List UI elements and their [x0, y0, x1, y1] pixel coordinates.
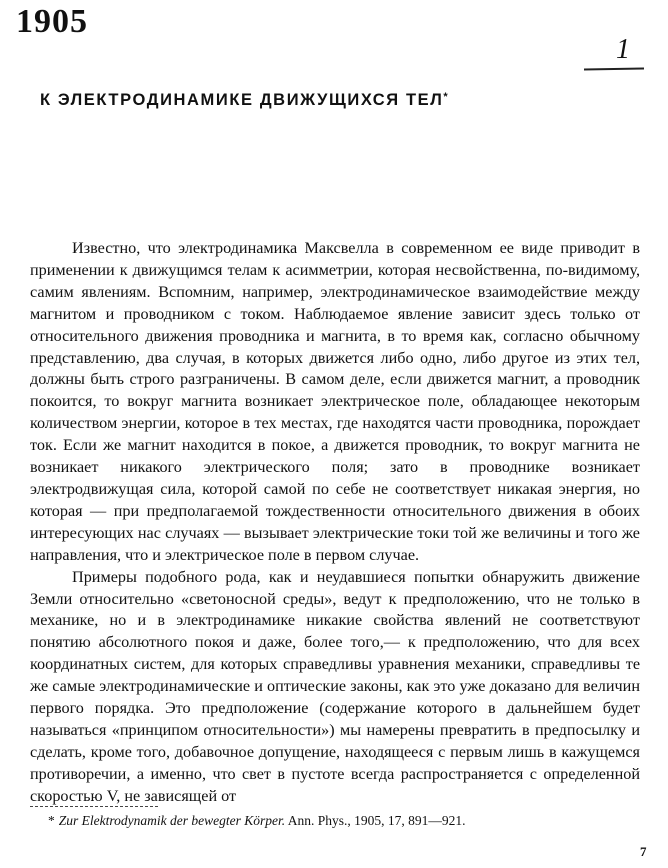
article-number-underline: [584, 67, 644, 70]
footnote-citation: Ann. Phys., 1905, 17, 891—921.: [287, 813, 466, 828]
page-number: 7: [640, 844, 647, 859]
footnote-mark: *: [48, 813, 55, 828]
article-title: [40, 86, 620, 111]
footnote: [48, 812, 628, 830]
footnote-title: Zur Elektrodynamik der bewegter Körper.: [58, 813, 286, 828]
title-footnote-mark: *: [443, 91, 450, 103]
paragraph: Примеры подобного рода, как и неудавшиеся попытки обнаружить движение Земли относительно «светоносной среды», ведут к предположению, что не только в механике, но и в электродинамике никакие свойства явлений не соответствуют понятию абсолютного покоя и даже, более того,— к предположению, что для всех координатных систем, для которых справедливы уравнения механики, справедливы те же самые электродинамические и оптические законы, как это уже доказано для величин первого порядка. Это предположение (содержание которого в дальнейшем будет называться «принципом относительности») мы намерены превратить в предпосылку и сделать, кроме того, добавочное допущение, находящееся с первым лишь в кажущемся противоречии, а именно, что свет в пустоте всегда распространяется с определенной скоростью V, не зависящей от: [30, 567, 640, 805]
paragraph: Известно, что электродинамика Максвелла в современном ее виде приводит в применении к движущимся телам к асимметрии, которая несвойственна, по-видимому, самим явлениям. Вспомним, например, электродинамическое взаимодействие между магнитом и проводником с током. Наблюдаемое явление зависит здесь только от относительного движения проводника и магнита, в то время как, согласно обычному представлению, два случая, в которых движется либо одно, либо другое из этих тел, должны быть строго разграничены. В самом деле, если движется магнит, а проводник покоится, то вокруг магнита возникает электрическое поле, обладающее некоторым количеством энергии, которое в тех местах, где находятся части проводника, порождает ток. Если же магнит находится в покое, а движется проводник, то вокруг магнита не возникает никакого электрического поля; зато в проводнике возникает электродвижущая сила, которой самой по себе не соответствует никакая энергия, но которая — при предполагаемой тождественности относительного движения в обоих интересующих нас случаях — вызывает электрические токи той же величины и того же направления, что и электрическое поле в первом случае.: [30, 239, 640, 564]
article-body: [30, 238, 640, 808]
article-number: 1: [616, 34, 630, 65]
year-heading: 1905: [16, 3, 88, 40]
article-title-text: К ЭЛЕКТРОДИНАМИКЕ ДВИЖУЩИХСЯ ТЕЛ: [40, 91, 444, 109]
footnote-divider: [30, 806, 158, 807]
